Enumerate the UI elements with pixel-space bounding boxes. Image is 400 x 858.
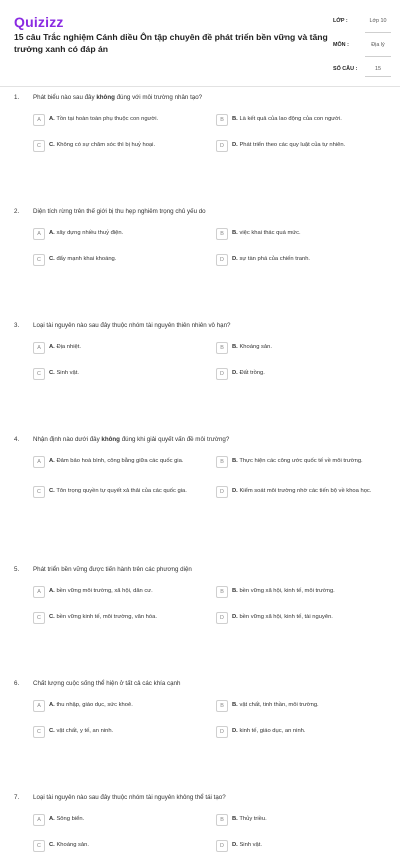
answer-text: [232, 115, 382, 123]
question-number: 6.: [14, 680, 20, 687]
answer-value: Khoáng sản.: [239, 344, 272, 350]
answer-badge: D: [216, 486, 228, 498]
answer-options: [33, 454, 393, 508]
answer-value: Đất trồng.: [239, 370, 265, 376]
answer-key: D.: [232, 842, 238, 848]
answer-text: [232, 255, 382, 263]
question-text-part: Phát biểu nào sau đây: [33, 94, 97, 101]
answer-value: Thủy triều.: [239, 816, 267, 822]
answer-key: B.: [232, 230, 238, 236]
question-item: [0, 94, 400, 196]
question-text-part: đúng khi giải quyết vấn đề môi trường?: [119, 436, 230, 443]
answer-value: Tồn tại hoàn toàn phụ thuộc con người.: [56, 116, 159, 122]
answer-row: [33, 252, 393, 272]
answer-text: [232, 701, 382, 709]
meta-class-value: Lớp 10: [369, 18, 387, 24]
question-text: [33, 680, 383, 688]
answer-badge: D: [216, 726, 228, 738]
answer-badge: C: [33, 726, 45, 738]
answer-row: [33, 366, 393, 386]
answer-options: [33, 226, 393, 272]
answer-key: D.: [232, 370, 238, 376]
answer-key: B.: [232, 344, 238, 350]
worksheet-title: 15 câu Trắc nghiệm Cánh diều Ôn tập chuyên đề phát triển bền vững và tăng trưởng xanh có đáp án: [14, 32, 328, 54]
question-text-part: Phát triển bền vững được tiến hành trên các phương diện: [33, 566, 192, 573]
answer-value: kinh tế, giáo dục, an ninh.: [239, 728, 306, 734]
answer-value: Khoáng sản.: [56, 842, 89, 848]
answer-row: [33, 484, 393, 508]
answer-badge: B: [216, 814, 228, 826]
meta-count-label: SỐ CÂU :: [333, 66, 358, 72]
question-number: 7.: [14, 794, 20, 801]
answer-value: bền vững xã hội, kinh tế, tài nguyên.: [239, 614, 333, 620]
answer-text: [232, 369, 382, 377]
answer-value: Phát triển theo các quy luật của tự nhiên.: [239, 142, 346, 148]
question-number: 2.: [14, 208, 20, 215]
answer-badge: A: [33, 586, 45, 598]
question-item: [0, 680, 400, 782]
question-text-part: đúng với môi trường nhân tạo?: [114, 94, 203, 101]
question-text-part: Nhận định nào dưới đây: [33, 436, 102, 443]
meta-class-label: LỚP :: [333, 18, 348, 24]
answer-value: vật chất, tinh thần, môi trường.: [239, 702, 319, 708]
question-number: 4.: [14, 436, 20, 443]
answer-key: A.: [49, 458, 55, 464]
question-text-emphasis: không: [96, 94, 115, 101]
meta-subject-label: MÔN :: [333, 42, 349, 48]
answer-value: xây dựng nhiều thuỷ điện.: [56, 230, 124, 236]
answer-value: sự tàn phá của chiến tranh.: [239, 256, 311, 262]
answer-key: C.: [49, 488, 55, 494]
answer-badge: B: [216, 456, 228, 468]
question-list: [0, 94, 400, 852]
answer-value: bền vững kinh tế, môi trường, văn hóa.: [56, 614, 157, 620]
answer-text: [232, 343, 382, 351]
answer-value: Thực hiện các công ước quốc tế về môi trường.: [239, 458, 363, 464]
answer-row: [33, 838, 393, 858]
answer-row: [33, 610, 393, 630]
answer-value: đẩy mạnh khai khoáng.: [56, 256, 117, 262]
answer-text: [232, 487, 382, 495]
answer-badge: B: [216, 700, 228, 712]
answer-value: Đảm bảo hoà bình, công bằng giữa các quốc gia.: [56, 458, 184, 464]
worksheet-header: [0, 0, 400, 87]
question-number: 5.: [14, 566, 20, 573]
answer-text: [49, 727, 199, 735]
answer-text: [49, 587, 199, 595]
answer-text: [49, 343, 199, 351]
answer-row: [33, 584, 393, 604]
answer-row: [33, 812, 393, 832]
question-item: [0, 794, 400, 849]
answer-key: C.: [49, 370, 55, 376]
answer-row: [33, 724, 393, 744]
answer-badge: D: [216, 840, 228, 852]
question-number: 3.: [14, 322, 20, 329]
answer-key: A.: [49, 344, 55, 350]
answer-key: D.: [232, 614, 238, 620]
answer-value: Tôn trọng quyền tự quyết xả thải của các quốc gia.: [56, 488, 187, 494]
answer-badge: C: [33, 612, 45, 624]
answer-text: [49, 115, 199, 123]
question-text-part: Chất lượng cuộc sống thể hiện ở tất cả các khía cạnh: [33, 680, 181, 687]
answer-text: [49, 841, 199, 849]
answer-key: B.: [232, 588, 238, 594]
answer-key: D.: [232, 256, 238, 262]
answer-badge: D: [216, 140, 228, 152]
answer-badge: D: [216, 254, 228, 266]
meta-count-value: 15: [375, 66, 381, 72]
answer-badge: A: [33, 228, 45, 240]
answer-value: Là kết quả của lao động của con người.: [239, 116, 342, 122]
question-text: [33, 566, 383, 574]
answer-badge: A: [33, 114, 45, 126]
answer-key: D.: [232, 488, 238, 494]
answer-badge: A: [33, 700, 45, 712]
answer-value: bền vững môi trường, xã hội, dân cư.: [56, 588, 153, 594]
answer-badge: A: [33, 814, 45, 826]
answer-text: [49, 815, 199, 823]
meta-subject-row: [333, 38, 393, 62]
answer-value: Không có sự chăm sóc thì bị huỷ hoại.: [56, 142, 156, 148]
answer-value: vật chất, y tế, an ninh.: [56, 728, 114, 734]
question-item: [0, 322, 400, 424]
meta-subject-line: [365, 56, 391, 57]
answer-options: [33, 698, 393, 744]
answer-text: [49, 613, 199, 621]
answer-badge: C: [33, 368, 45, 380]
answer-key: B.: [232, 702, 238, 708]
answer-key: B.: [232, 458, 238, 464]
answer-options: [33, 340, 393, 386]
answer-badge: B: [216, 342, 228, 354]
answer-text: [232, 141, 382, 149]
question-item: [0, 208, 400, 310]
question-text: [33, 208, 383, 216]
answer-key: A.: [49, 116, 55, 122]
answer-text: [232, 815, 382, 823]
meta-subject-value: Địa lý: [371, 42, 385, 48]
answer-key: B.: [232, 816, 238, 822]
answer-key: C.: [49, 614, 55, 620]
meta-class-line: [365, 32, 391, 33]
question-number: 1.: [14, 94, 20, 101]
answer-badge: B: [216, 114, 228, 126]
question-text: [33, 94, 383, 102]
answer-key: D.: [232, 142, 238, 148]
answer-value: thu nhập, giáo dục, sức khoẻ.: [56, 702, 133, 708]
answer-key: B.: [232, 116, 238, 122]
answer-badge: C: [33, 486, 45, 498]
answer-text: [49, 229, 199, 237]
answer-badge: D: [216, 612, 228, 624]
question-text-part: Loại tài nguyên nào sau đây thuộc nhóm tài nguyên không thể tái tạo?: [33, 794, 226, 801]
answer-text: [232, 457, 382, 465]
answer-text: [49, 369, 199, 377]
answer-key: D.: [232, 728, 238, 734]
question-item: [0, 566, 400, 668]
answer-badge: D: [216, 368, 228, 380]
question-item: [0, 436, 400, 554]
answer-row: [33, 340, 393, 360]
answer-text: [232, 613, 382, 621]
answer-row: [33, 454, 393, 478]
question-text-emphasis: không: [101, 436, 120, 443]
answer-row: [33, 698, 393, 718]
answer-value: Sinh vật.: [239, 842, 262, 848]
answer-key: C.: [49, 256, 55, 262]
answer-text: [49, 487, 199, 495]
answer-text: [49, 255, 199, 263]
answer-options: [33, 584, 393, 630]
answer-badge: A: [33, 342, 45, 354]
answer-text: [232, 841, 382, 849]
answer-text: [232, 727, 382, 735]
answer-badge: C: [33, 840, 45, 852]
quizizz-logo: Quizizz: [14, 14, 64, 30]
question-text-part: Loại tài nguyên nào sau đây thuộc nhóm tài nguyên thiên nhiên vô hạn?: [33, 322, 231, 329]
answer-key: A.: [49, 702, 55, 708]
answer-value: Sinh vật.: [56, 370, 79, 376]
answer-text: [49, 457, 199, 465]
answer-badge: C: [33, 254, 45, 266]
question-text: [33, 436, 383, 444]
answer-key: A.: [49, 588, 55, 594]
question-text: [33, 322, 383, 330]
answer-badge: B: [216, 586, 228, 598]
answer-value: bền vững xã hội, kinh tế, môi trường.: [239, 588, 335, 594]
answer-row: [33, 138, 393, 158]
answer-value: Sông biển.: [56, 816, 85, 822]
answer-key: C.: [49, 842, 55, 848]
answer-text: [49, 701, 199, 709]
answer-options: [33, 812, 393, 858]
answer-text: [49, 141, 199, 149]
answer-row: [33, 112, 393, 132]
answer-text: [232, 587, 382, 595]
answer-badge: A: [33, 456, 45, 468]
meta-class-row: [333, 14, 393, 38]
question-text-part: Diện tích rừng trên thế giới bị thu hẹp nghiêm trọng chủ yếu do: [33, 208, 206, 215]
answer-row: [33, 226, 393, 246]
answer-value: việc khai thác quá mức.: [239, 230, 301, 236]
question-text: [33, 794, 383, 802]
answer-badge: C: [33, 140, 45, 152]
meta-count-row: [333, 62, 393, 82]
worksheet-meta: [333, 14, 393, 82]
answer-key: A.: [49, 816, 55, 822]
answer-badge: B: [216, 228, 228, 240]
answer-key: C.: [49, 728, 55, 734]
answer-value: Kiểm soát môi trường nhờ các tiến bộ về khoa học.: [239, 488, 372, 494]
answer-key: C.: [49, 142, 55, 148]
meta-count-line: [365, 76, 391, 77]
answer-text: [232, 229, 382, 237]
answer-key: A.: [49, 230, 55, 236]
answer-value: Địa nhiệt.: [56, 344, 81, 350]
answer-options: [33, 112, 393, 158]
